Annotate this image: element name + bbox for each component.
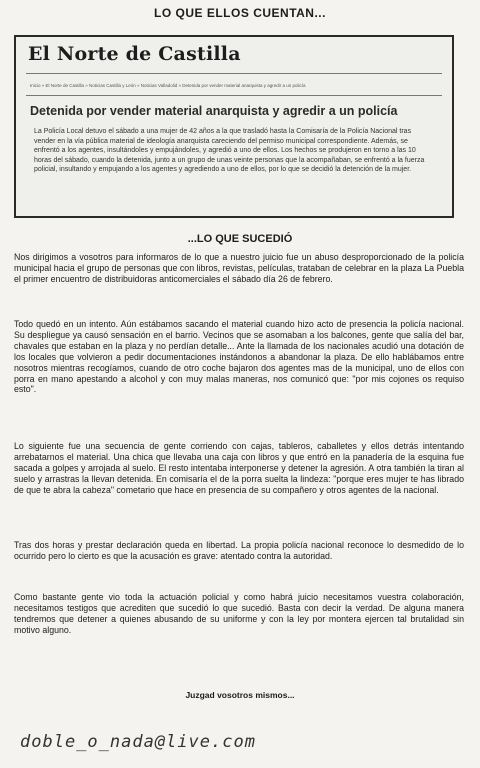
paragraph-aggression: Lo siguiente fue una secuencia de gente corriendo con cajas, tableros, caballetes y ellos detrás intentando arrebatarnos el material. Una chica que llevaba una caja con libros y que entró en la panadería de la esquina fue sacada a golpes y arrojada al suelo. El resto intentaba interponerse y detener la agresión. A otra también la tiran al suelo y arrastras la llevan detenida. En comisaría el de la porra suelta la lindeza: "porque eres mujer te has librado de que te abra la cabeza" cometario que hace en presencia de su compañero y otros agentes de la nacional. <box>14 441 464 495</box>
masthead-divider <box>26 73 442 74</box>
paragraph-intro: Nos dirigimos a vosotros para informaros de lo que a nuestro juicio fue un abuso desproporcionado de la policía municipal hacia el grupo de personas que con libros, revistas, películas, trataban de celebrar en la plaza La Puebla el primer encuentro de distribuidoras anticomerciales el sábado día 26 de febrero. <box>14 252 464 284</box>
section-heading: ...LO QUE SUCEDIÓ <box>187 233 293 245</box>
breadcrumb: Inicio » El Norte de Castilla » Noticias Castilla y León » Noticias Valladolid » Detenida por vender material anarquista y agredir a un policía <box>30 83 306 88</box>
newspaper-clipping <box>14 35 454 218</box>
headline-divider <box>26 95 442 96</box>
closing-line: Juzgad vosotros mismos... <box>185 690 295 700</box>
paragraph-release: Tras dos horas y prestar declaración queda en libertad. La propia policía nacional reconoce lo desmedido de lo ocurrido pero lo cierto es que la acusación es grave: atentado contra la autoridad. <box>14 540 464 561</box>
handwritten-email: doble_o_nada@live.com <box>20 732 256 752</box>
clipping-headline: Detenida por vender material anarquista y agredir a un policía <box>30 104 398 118</box>
paragraph-call-for-witnesses: Como bastante gente vio toda la actuación policial y como habrá juicio necesitamos vuestra colaboración, necesitamos testigos que acrediten que sucedió lo que sucedió. Basta con decir la verdad. De alguna manera tendremos que detener a quienes abusando de su uniforme y con la ley por montera ejercen tal brutalidad sin motivo alguno. <box>14 592 464 635</box>
paragraph-events: Todo quedó en un intento. Aún estábamos sacando el material cuando hizo acto de presencia la policía nacional. Su despliegue ya causó sensación en el barrio. Vecinos que se asomaban a los balcones, gente que salía del bar, chavales que estaban en la plaza y no perdían detalle... Ante la llamada de los nacionales acudió una dotación de los locales que volvieron a pedir documentaciones instándonos a abandonar la plaza. De ello hablábamos entre nosotros mientras recogíamos, cuando de otro coche bajaron dos agentes mas de la municipal, uno de ellos con porra en mano apestando a alcohol y con muy malas maneras, nos comunicó que: "por mis cojones os requiso esto". <box>14 319 464 395</box>
clipping-body: La Policía Local detuvo el sábado a una mujer de 42 años a la que trasladó hasta la Comisaría de la Policía Nacional tras vender en la vía pública material de ideología anarquista careciendo del permiso municipal correspondiente. Además, se enfrentó a los agentes, insultándoles y empujándoles, y agredió a uno de ellos. Los hechos se produjeron en torno a las 10 horas del sábado, cuando la detenida, junto a un grupo de unas veinte personas que la acompañaban, se enfrentó a la fuerza policial, insultando y empujando a los agentes y agrediendo a uno de ellos, por lo que se decidió la detención de la mujer. <box>34 128 425 174</box>
top-heading: LO QUE ELLOS CUENTAN... <box>154 6 326 20</box>
newspaper-masthead: El Norte de Castilla <box>28 43 241 65</box>
